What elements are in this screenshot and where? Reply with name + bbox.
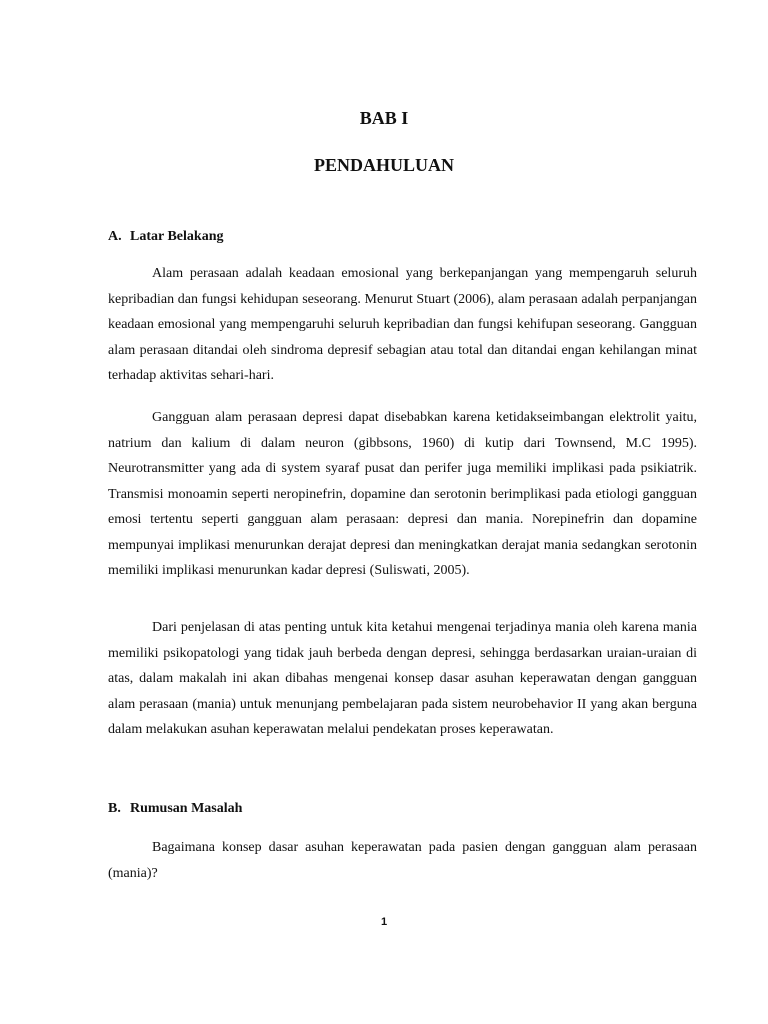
page-number: 1 bbox=[380, 916, 388, 928]
section-heading-rumusan-masalah bbox=[108, 801, 242, 817]
section-letter: A. bbox=[108, 229, 122, 244]
section-title: Latar Belakang bbox=[130, 229, 224, 244]
section-heading-latar-belakang bbox=[108, 229, 223, 245]
paragraph-latar-belakang-3: Dari penjelasan di atas penting untuk kita ketahui mengenai terjadinya mania oleh karena mania memiliki psikopatologi yang tidak jauh berbeda dengan depresi, sehingga berdasarkan uraian-uraian di atas, dalam makalah ini akan dibahas mengenai konsep dasar asuhan keperawatan dengan gangguan alam perasaan (mania) untuk menunjang pembelajaran pada sistem neurobehavior II yang akan berguna dalam melakukan asuhan keperawatan melalui pendekatan proses keperawatan. bbox=[108, 620, 697, 737]
paragraph-latar-belakang-2: Gangguan alam perasaan depresi dapat disebabkan karena ketidakseimbangan elektrolit yaitu, natrium dan kalium di dalam neuron (gibbsons, 1960) di kutip dari Townsend, M.C 1995). Neurotransmitter yang ada di system syaraf pusat dan perifer juga memiliki implikasi pada psikiatrik. Transmisi monoamin seperti neropinefrin, dopamine dan serotonin berimplikasi pada etiologi gangguan emosi tertentu seperti gangguan alam perasaan: depresi dan mania. Norepinefrin dan dopamine mempunyai implikasi menurunkan derajat depresi dan meningkatkan derajat mania sedangkan serotonin memiliki implikasi menurunkan kadar depresi (Suliswati, 2005). bbox=[108, 410, 697, 578]
chapter-number: BAB I bbox=[359, 108, 409, 128]
section-letter: B. bbox=[108, 801, 121, 816]
section-title: Rumusan Masalah bbox=[130, 801, 243, 816]
chapter-title: PENDAHULUAN bbox=[313, 155, 454, 175]
paragraph-latar-belakang-1: Alam perasaan adalah keadaan emosional yang berkepanjangan yang mempengaruh seluruh kepribadian dan fungsi kehidupan seseorang. Menurut Stuart (2006), alam perasaan adalah perpanjangan keadaan emosional yang mempengaruhi seluruh kepribadian dan fungsi kehifupan seseorang. Gangguan alam perasaan ditandai oleh sindroma depresif sebagian atau total dan ditandai engan kehilangan minat terhadap aktivitas sehari-hari. bbox=[108, 266, 697, 383]
paragraph-rumusan-masalah-1: Bagaimana konsep dasar asuhan keperawatan pada pasien dengan gangguan alam perasaan (mania)? bbox=[108, 840, 697, 881]
